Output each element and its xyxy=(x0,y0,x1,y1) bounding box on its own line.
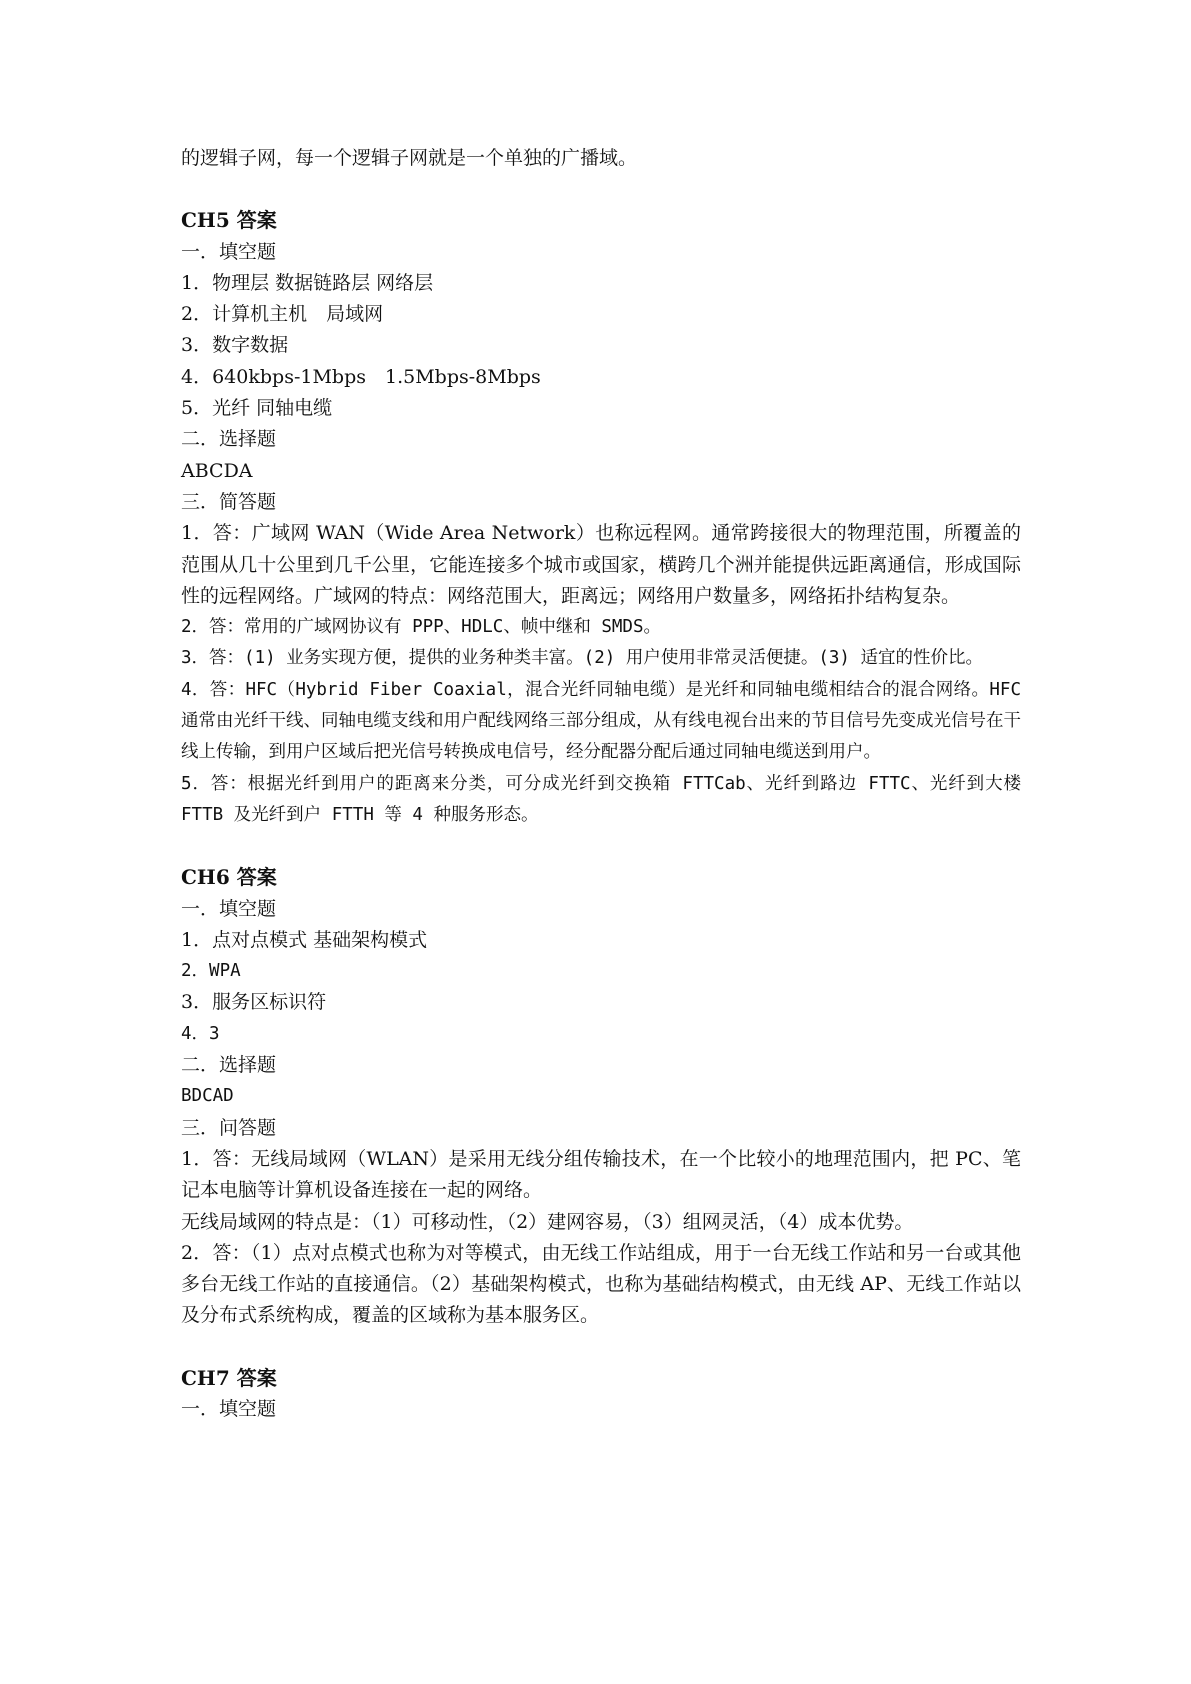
ch6-answer-2: 2．答：（1）点对点模式也称为对等模式，由无线工作站组成，用于一台无线工作站和另一台或其他多台无线工作站的直接通信。（2）基础架构模式，也称为基础结构模式，由无线 AP、无线工作站以及分布式系统构成，覆盖的区域称为基本服务区。 xyxy=(181,1241,1021,1327)
document-page xyxy=(181,143,1021,1425)
ch6-fill-item: 3．服务区标识符 xyxy=(181,991,327,1014)
ch6-fill-item: 1．点对点模式 基础架构模式 xyxy=(181,928,428,951)
ch6-heading: CH6 答案 xyxy=(181,865,277,890)
ch6-choice-answer: BDCAD xyxy=(181,1086,234,1107)
ch6-answer-1: 1．答：无线局域网（WLAN）是采用无线分组传输技术，在一个比较小的地理范围内，把 PC、笔记本电脑等计算机设备连接在一起的网络。 xyxy=(181,1147,1021,1202)
ch5-fill-title: 一．填空题 xyxy=(181,240,277,263)
ch6-fill-title: 一．填空题 xyxy=(181,897,277,920)
ch7-fill-title: 一．填空题 xyxy=(181,1397,277,1420)
ch5-answer-1: 1．答：广域网 WAN（Wide Area Network）也称远程网。通常跨接很大的物理范围，所覆盖的范围从几十公里到几千公里，它能连接多个城市或国家，横跨几个洲并能提供远距离通信，形成国际性的远程网络。广域网的特点：网络范围大，距离远；网络用户数量多，网络拓扑结构复杂。 xyxy=(181,522,1021,607)
ch6-qa-title: 三．问答题 xyxy=(181,1116,277,1139)
intro-line: 的逻辑子网，每一个逻辑子网就是一个单独的广播域。 xyxy=(181,147,638,169)
ch5-choice-answer: ABCDA xyxy=(181,459,253,482)
ch6-fill-item: 4．3 xyxy=(181,1023,220,1044)
ch6-fill-item: 2．WPA xyxy=(181,961,241,982)
ch7-heading: CH7 答案 xyxy=(181,1365,277,1390)
ch5-heading: CH5 答案 xyxy=(181,208,277,233)
ch6-choice-title: 二．选择题 xyxy=(181,1054,277,1077)
ch5-fill-item: 1．物理层 数据链路层 网络层 xyxy=(181,271,434,294)
ch5-fill-item: 5．光纤 同轴电缆 xyxy=(181,397,333,420)
ch5-answer-3: 3．答：(1) 业务实现方便，提供的业务种类丰富。(2) 用户使用非常灵活便捷。(3) 适宜的性价比。 xyxy=(181,648,983,669)
ch5-fill-item: 3．数字数据 xyxy=(181,334,289,357)
ch5-answer-4: 4．答：HFC（Hybrid Fiber Coaxial，混合光纤同轴电缆）是光纤和同轴电缆相结合的混合网络。HFC 通常由光纤干线、同轴电缆支线和用户配线网络三部分组成，从有线电视台出来的节目信号先变成光信号在干线上传输，到用户区域后把光信号转换成电信号，经分配器分配后通过同轴电缆送到用户。 xyxy=(181,679,1021,763)
ch5-choice-title: 二．选择题 xyxy=(181,428,277,451)
ch5-fill-item: 4．640kbps-1Mbps 1.5Mbps-8Mbps xyxy=(181,365,541,388)
ch5-answer-5: 5．答：根据光纤到用户的距离来分类，可分成光纤到交换箱 FTTCab、光纤到路边 FTTC、光纤到大楼 FTTB 及光纤到户 FTTH 等 4 种服务形态。 xyxy=(181,773,1021,825)
ch5-fill-item: 2．计算机主机 局域网 xyxy=(181,303,384,326)
ch6-answer-1-features: 无线局域网的特点是：（1）可移动性，（2）建网容易，（3）组网灵活，（4）成本优势。 xyxy=(181,1210,914,1233)
ch5-short-title: 三．简答题 xyxy=(181,490,277,513)
ch5-answer-2: 2．答：常用的广域网协议有 PPP、HDLC、帧中继和 SMDS。 xyxy=(181,617,662,638)
